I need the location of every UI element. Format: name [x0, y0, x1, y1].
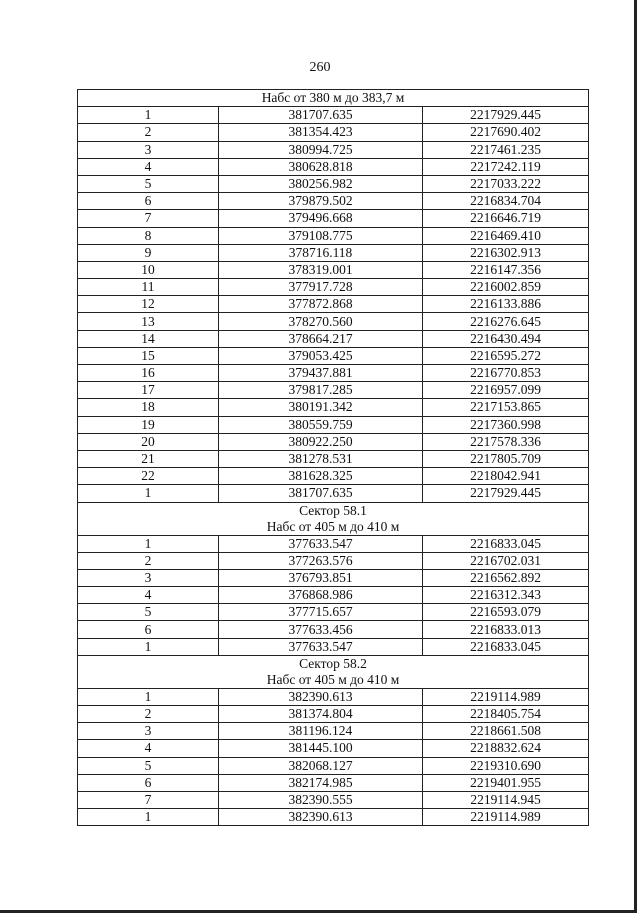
- point-number: 5: [78, 175, 219, 192]
- table-row: [78, 210, 589, 227]
- table-row: [78, 244, 589, 261]
- table-row: [78, 587, 589, 604]
- point-number: 17: [78, 382, 219, 399]
- point-number: 1: [78, 638, 219, 655]
- point-number: 1: [78, 688, 219, 705]
- point-number: 4: [78, 587, 219, 604]
- table-row: [78, 296, 589, 313]
- point-number: 4: [78, 740, 219, 757]
- coordinate-y: 2216957.099: [423, 382, 589, 399]
- table-row: [78, 468, 589, 485]
- table-row: [78, 330, 589, 347]
- point-number: 1: [78, 535, 219, 552]
- coordinate-x: 377263.576: [219, 552, 423, 569]
- coordinate-x: 382390.613: [219, 688, 423, 705]
- coordinate-y: 2219401.955: [423, 774, 589, 791]
- table-row: [78, 569, 589, 586]
- table-row: [78, 313, 589, 330]
- point-number: 10: [78, 261, 219, 278]
- coordinate-y: 2216702.031: [423, 552, 589, 569]
- coordinate-y: 2216469.410: [423, 227, 589, 244]
- coordinate-x: 379817.285: [219, 382, 423, 399]
- point-number: 1: [78, 485, 219, 502]
- coordinate-x: 380191.342: [219, 399, 423, 416]
- coordinate-x: 381278.531: [219, 450, 423, 467]
- section-header-row: [78, 655, 589, 688]
- point-number: 13: [78, 313, 219, 330]
- table-row: [78, 774, 589, 791]
- coordinate-x: 381445.100: [219, 740, 423, 757]
- point-number: 3: [78, 569, 219, 586]
- table-row: [78, 141, 589, 158]
- coordinate-y: 2216002.859: [423, 279, 589, 296]
- coordinate-x: 377633.547: [219, 535, 423, 552]
- coordinate-y: 2216834.704: [423, 193, 589, 210]
- coordinate-y: 2219114.945: [423, 791, 589, 808]
- table-row: [78, 535, 589, 552]
- coordinates-table: [77, 89, 589, 826]
- coordinate-x: 381707.635: [219, 107, 423, 124]
- point-number: 3: [78, 141, 219, 158]
- table-row: [78, 279, 589, 296]
- coordinate-x: 377633.456: [219, 621, 423, 638]
- coordinate-x: 381374.804: [219, 706, 423, 723]
- point-number: 21: [78, 450, 219, 467]
- section-header-row: [78, 502, 589, 535]
- table-row: [78, 433, 589, 450]
- coordinate-y: 2217690.402: [423, 124, 589, 141]
- coordinate-y: 2216770.853: [423, 365, 589, 382]
- point-number: 2: [78, 706, 219, 723]
- table-row: [78, 638, 589, 655]
- coordinate-y: 2218042.941: [423, 468, 589, 485]
- point-number: 20: [78, 433, 219, 450]
- coordinate-y: 2216833.045: [423, 535, 589, 552]
- table-row: [78, 365, 589, 382]
- point-number: 18: [78, 399, 219, 416]
- section-header: [78, 655, 589, 688]
- coordinate-x: 376868.986: [219, 587, 423, 604]
- table-row: [78, 124, 589, 141]
- coordinate-y: 2219310.690: [423, 757, 589, 774]
- point-number: 7: [78, 210, 219, 227]
- point-number: 12: [78, 296, 219, 313]
- point-number: 7: [78, 791, 219, 808]
- table-row: [78, 723, 589, 740]
- table-row: [78, 416, 589, 433]
- table-row: [78, 621, 589, 638]
- section-header: [78, 502, 589, 535]
- table-row: [78, 399, 589, 416]
- coordinate-y: 2216312.343: [423, 587, 589, 604]
- coordinate-x: 377715.657: [219, 604, 423, 621]
- point-number: 1: [78, 107, 219, 124]
- coordinate-x: 381707.635: [219, 485, 423, 502]
- table-row: [78, 158, 589, 175]
- coordinate-x: 382174.985: [219, 774, 423, 791]
- coordinate-x: 381628.325: [219, 468, 423, 485]
- coordinate-y: 2217578.336: [423, 433, 589, 450]
- table-row: [78, 740, 589, 757]
- point-number: 14: [78, 330, 219, 347]
- point-number: 2: [78, 124, 219, 141]
- coordinate-y: 2217805.709: [423, 450, 589, 467]
- coordinate-x: 381196.124: [219, 723, 423, 740]
- point-number: 9: [78, 244, 219, 261]
- coordinate-y: 2217929.445: [423, 485, 589, 502]
- coordinate-y: 2216562.892: [423, 569, 589, 586]
- section-header: [78, 90, 589, 107]
- table-row: [78, 604, 589, 621]
- point-number: 6: [78, 774, 219, 791]
- section-header-line: Набс от 405 м до 410 м: [266, 671, 400, 687]
- table-row: [78, 382, 589, 399]
- point-number: 3: [78, 723, 219, 740]
- coordinate-y: 2216302.913: [423, 244, 589, 261]
- coordinate-x: 379437.881: [219, 365, 423, 382]
- page-number: 260: [309, 60, 331, 75]
- coordinate-x: 381354.423: [219, 124, 423, 141]
- section-header-line: Набс от 405 м до 410 м: [266, 518, 400, 534]
- section-header-line: Набс от 380 м до 383,7 м: [261, 90, 405, 106]
- point-number: 5: [78, 757, 219, 774]
- coordinate-x: 379879.502: [219, 193, 423, 210]
- point-number: 1: [78, 809, 219, 826]
- table-row: [78, 347, 589, 364]
- coordinate-y: 2217033.222: [423, 175, 589, 192]
- table-row: [78, 261, 589, 278]
- coordinate-y: 2216276.645: [423, 313, 589, 330]
- coordinate-x: 382068.127: [219, 757, 423, 774]
- coordinate-y: 2216593.079: [423, 604, 589, 621]
- coordinate-x: 377633.547: [219, 638, 423, 655]
- point-number: 22: [78, 468, 219, 485]
- coordinate-x: 376793.851: [219, 569, 423, 586]
- coordinates-table-body: [78, 90, 589, 826]
- coordinate-y: 2216646.719: [423, 210, 589, 227]
- coordinate-y: 2217929.445: [423, 107, 589, 124]
- table-row: [78, 175, 589, 192]
- table-row: [78, 450, 589, 467]
- point-number: 11: [78, 279, 219, 296]
- table-row: [78, 193, 589, 210]
- coordinate-y: 2217461.235: [423, 141, 589, 158]
- coordinate-y: 2216147.356: [423, 261, 589, 278]
- coordinate-y: 2219114.989: [423, 809, 589, 826]
- coordinate-x: 382390.555: [219, 791, 423, 808]
- table-row: [78, 757, 589, 774]
- table-row: [78, 552, 589, 569]
- point-number: 5: [78, 604, 219, 621]
- table-row: [78, 107, 589, 124]
- coordinate-y: 2216833.045: [423, 638, 589, 655]
- coordinate-x: 377917.728: [219, 279, 423, 296]
- section-header-row: [78, 90, 589, 107]
- coordinate-y: 2217242.119: [423, 158, 589, 175]
- table-row: [78, 688, 589, 705]
- table-row: [78, 791, 589, 808]
- coordinate-y: 2216133.886: [423, 296, 589, 313]
- coordinate-y: 2216595.272: [423, 347, 589, 364]
- point-number: 4: [78, 158, 219, 175]
- coordinate-x: 380922.250: [219, 433, 423, 450]
- coordinate-x: 378270.560: [219, 313, 423, 330]
- table-row: [78, 485, 589, 502]
- point-number: 2: [78, 552, 219, 569]
- coordinate-y: 2218661.508: [423, 723, 589, 740]
- point-number: 19: [78, 416, 219, 433]
- coordinate-x: 380628.818: [219, 158, 423, 175]
- coordinate-x: 379496.668: [219, 210, 423, 227]
- point-number: 6: [78, 193, 219, 210]
- coordinate-x: 378716.118: [219, 244, 423, 261]
- coordinate-x: 382390.613: [219, 809, 423, 826]
- coordinate-x: 380559.759: [219, 416, 423, 433]
- coordinate-x: 380256.982: [219, 175, 423, 192]
- section-header-line: Сектор 58.2: [299, 655, 367, 671]
- coordinate-y: 2218832.624: [423, 740, 589, 757]
- coordinate-y: 2218405.754: [423, 706, 589, 723]
- section-header-line: Сектор 58.1: [299, 502, 367, 518]
- coordinate-x: 378664.217: [219, 330, 423, 347]
- coordinate-x: 378319.001: [219, 261, 423, 278]
- point-number: 15: [78, 347, 219, 364]
- point-number: 16: [78, 365, 219, 382]
- point-number: 8: [78, 227, 219, 244]
- coordinate-x: 377872.868: [219, 296, 423, 313]
- coordinate-y: 2217360.998: [423, 416, 589, 433]
- table-row: [78, 227, 589, 244]
- table-row: [78, 706, 589, 723]
- coordinate-y: 2216430.494: [423, 330, 589, 347]
- coordinate-y: 2216833.013: [423, 621, 589, 638]
- coordinate-y: 2219114.989: [423, 688, 589, 705]
- coordinate-x: 379053.425: [219, 347, 423, 364]
- coordinate-x: 379108.775: [219, 227, 423, 244]
- coordinate-x: 380994.725: [219, 141, 423, 158]
- point-number: 6: [78, 621, 219, 638]
- coordinate-y: 2217153.865: [423, 399, 589, 416]
- table-row: [78, 809, 589, 826]
